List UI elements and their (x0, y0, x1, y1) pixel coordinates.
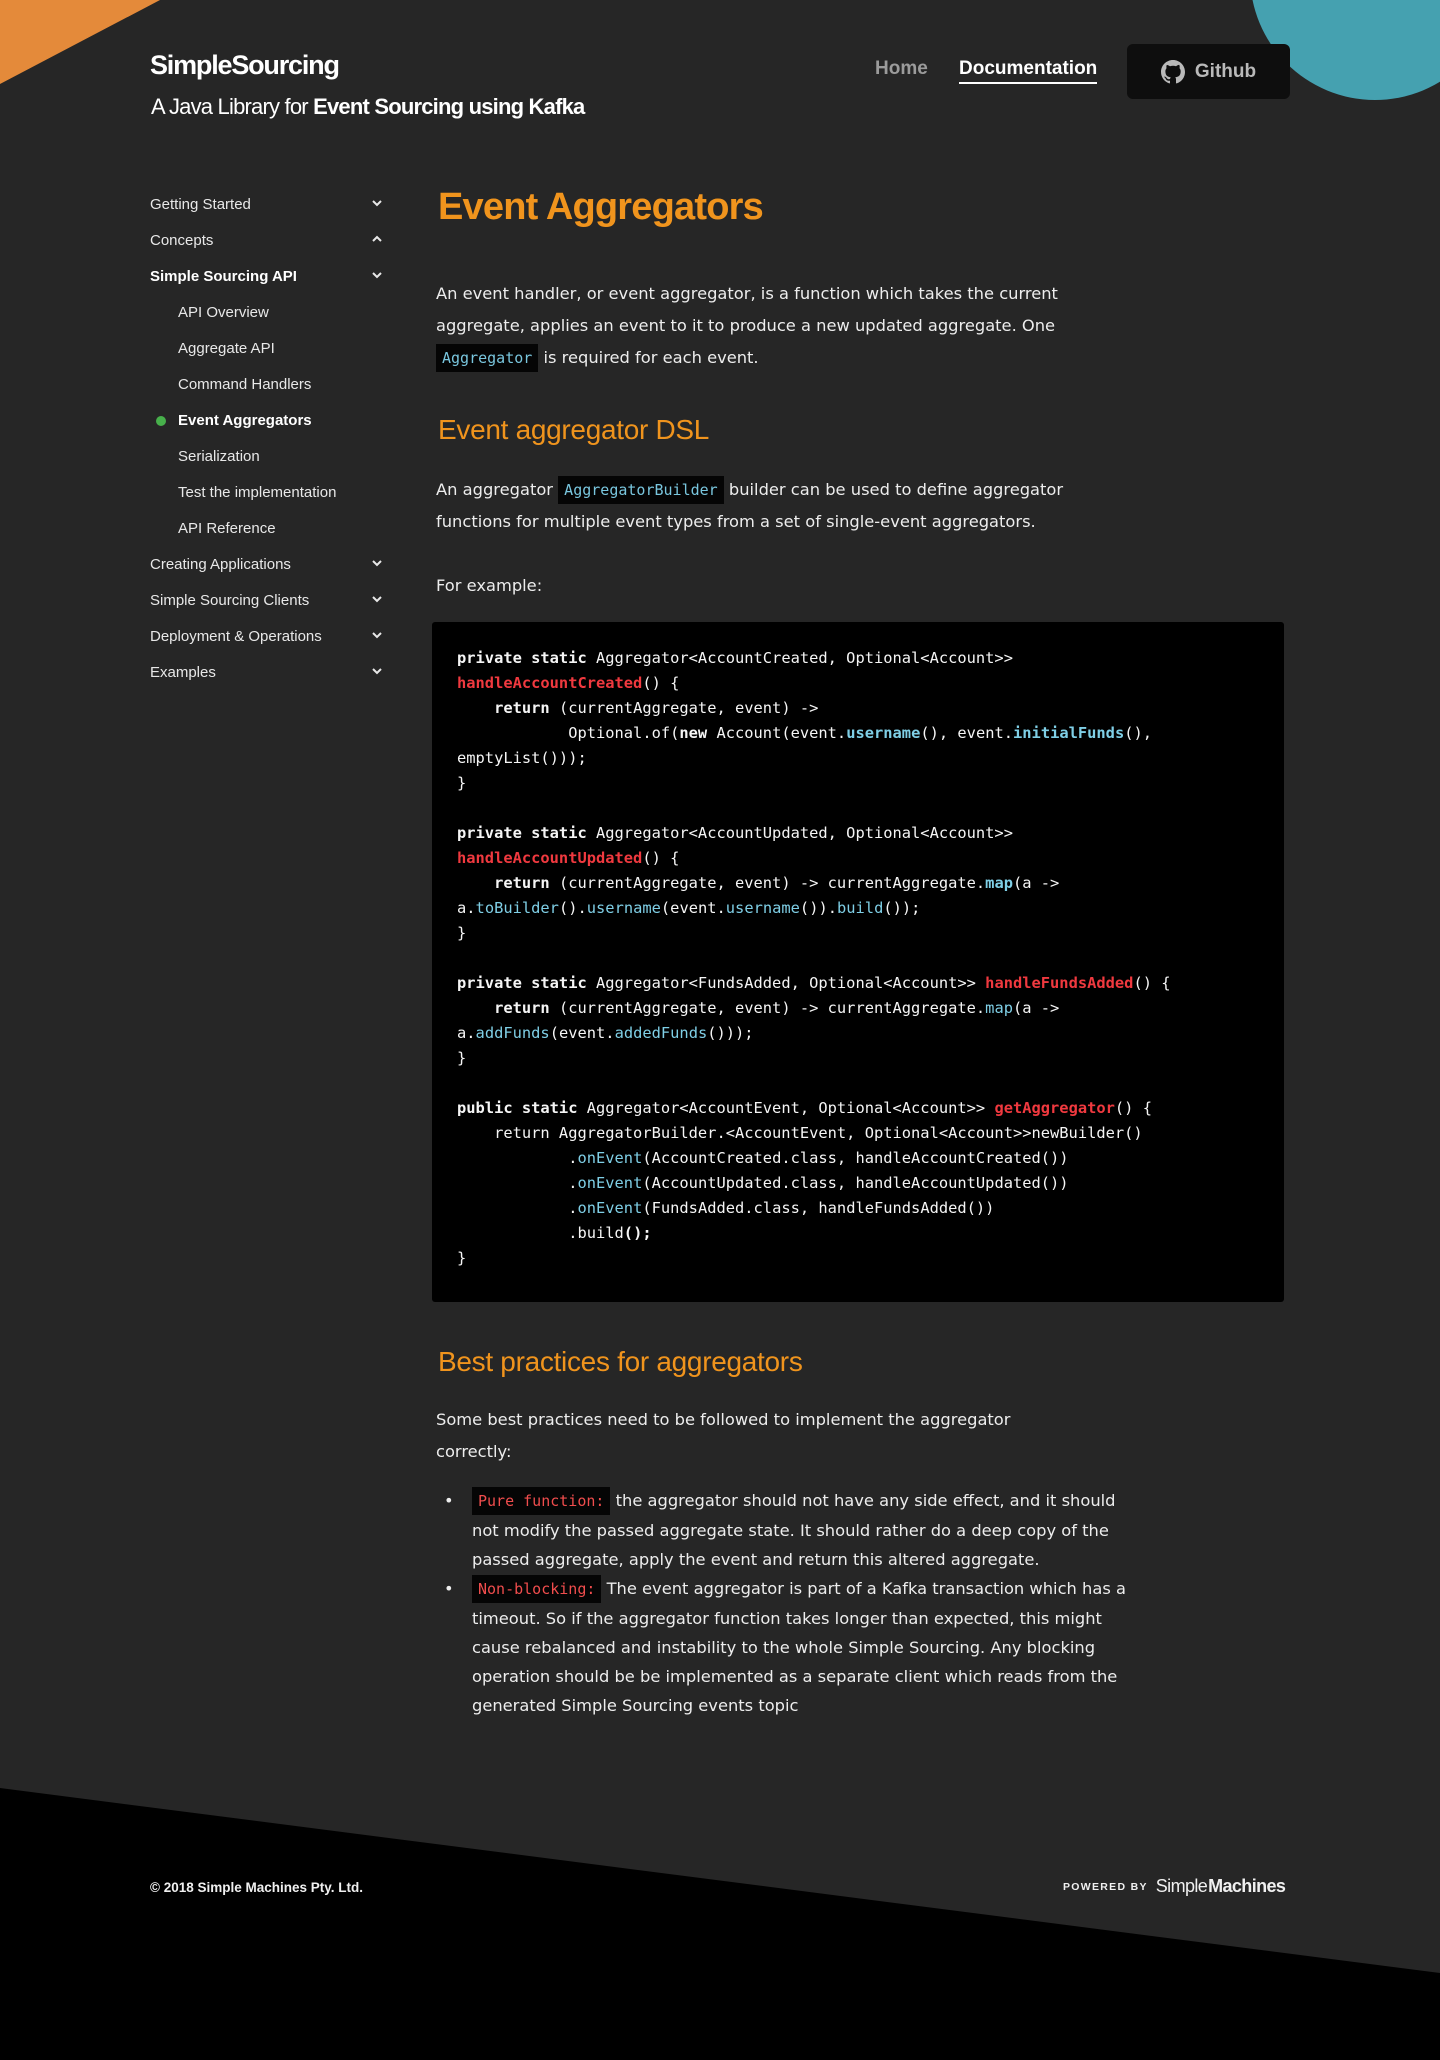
tag-non-blocking: Non-blocking: (472, 1575, 601, 1603)
intro-text: An event handler, or event aggregator, is a function which takes the current aggregate, applies an event to it to produce a new updated aggregate. One (436, 284, 1058, 335)
intro-paragraph (436, 278, 1116, 374)
sidebar-item-simple-sourcing-clients[interactable] (150, 582, 386, 618)
inline-code-aggregator: Aggregator (436, 344, 538, 372)
sidebar-item-label: Examples (150, 663, 216, 681)
sidebar-item-label: Getting Started (150, 195, 251, 213)
site-footer (0, 1788, 1440, 2060)
sidebar-item-label: Test the implementation (178, 483, 337, 501)
code-block[interactable] (432, 622, 1284, 1302)
example-label: For example: (436, 576, 543, 595)
brand-bold: Machines (1208, 1876, 1286, 1896)
list-item-text: The event aggregator is part of a Kafka transaction which has a timeout. So if the aggregator function takes longer than expected, this might cause rebalanced and instability to the whole Simple Sourcing. Any blocking operation should be be implemented as a separate client which reads from the generated Simple Sourcing events topic (472, 1579, 1126, 1715)
list-item (436, 1486, 1126, 1574)
tagline-prefix: A Java Library for (151, 94, 314, 119)
site-header (0, 0, 1440, 150)
site-logo[interactable]: SimpleSourcing (150, 50, 339, 80)
chevron-down-icon (370, 664, 384, 678)
sidebar-item-test-implementation[interactable] (150, 474, 386, 510)
simple-machines-logo (1156, 1876, 1286, 1897)
powered-by-link[interactable] (1063, 1876, 1285, 1897)
sidebar-item-label: Serialization (178, 447, 260, 465)
best-practices-intro: Some best practices need to be followed to implement the aggregator correctly: (436, 1410, 1011, 1461)
sidebar-item-label: Concepts (150, 231, 214, 249)
nav-home-link[interactable]: Home (875, 58, 928, 79)
docs-sidebar (150, 186, 386, 690)
chevron-down-icon (370, 556, 384, 570)
sidebar-item-serialization[interactable] (150, 438, 386, 474)
chevron-down-icon (370, 628, 384, 642)
chevron-up-icon (370, 232, 384, 246)
sidebar-item-label: API Reference (178, 519, 276, 537)
intro-text-end: is required for each event. (538, 348, 759, 367)
chevron-down-icon (370, 268, 384, 282)
sidebar-item-label: Creating Applications (150, 555, 291, 573)
sidebar-item-simple-sourcing-api[interactable] (150, 258, 386, 294)
tag-pure-function: Pure function: (472, 1487, 610, 1515)
section-heading-best-practices: Best practices for aggregators (438, 1346, 803, 1377)
active-dot-icon (156, 416, 166, 426)
sidebar-item-concepts[interactable] (150, 222, 386, 258)
sidebar-item-label: Simple Sourcing API (150, 267, 297, 285)
code-content: private static Aggregator<AccountCreated, Optional<Account>> handleAccountCreated() { return (currentAggregate, event) -> Optional.of(new Account(event.username(), event.initialFunds(), emptyList())); } private static Aggregator<AccountUpdated, Optional<Account>> handleAccountUpdated() { return (currentAggregate, event) -> currentAggregate.map(a -> a.toBuilder().username(event.username()).build()); } private static Aggregator<FundsAdded, Optional<Account>> handleFundsAdded() { return (currentAggregate, event) -> currentAggregate.map(a -> a.addFunds(event.addedFunds())); } public static Aggregator<AccountEvent, Optional<Account>> getAggregator() { return AggregatorBuilder.<AccountEvent, Optional<Account>>newBuilder() .onEvent(AccountCreated.class, handleAccountCreated()) .onEvent(AccountUpdated.class, handleAccountUpdated()) .onEvent(FundsAdded.class, handleFundsAdded()) .build(); } (457, 649, 1171, 1267)
site-tagline (151, 94, 584, 120)
footer-copyright: © 2018 Simple Machines Pty. Ltd. (150, 1880, 364, 1895)
github-button[interactable] (1127, 44, 1290, 99)
chevron-down-icon (370, 592, 384, 606)
sidebar-item-deployment-operations[interactable] (150, 618, 386, 654)
sidebar-item-label: Simple Sourcing Clients (150, 591, 310, 609)
list-item-text: the aggregator should not have any side effect, and it should not modify the passed aggregate state. It should rather do a deep copy of the passed aggregate, apply the event and return this altered aggregate. (472, 1491, 1116, 1569)
list-item (436, 1574, 1126, 1720)
github-icon (1161, 60, 1185, 84)
section-heading-dsl: Event aggregator DSL (438, 414, 710, 445)
sidebar-item-label: Aggregate API (178, 339, 275, 357)
sidebar-item-label: Event Aggregators (178, 411, 312, 429)
sidebar-item-api-overview[interactable] (150, 294, 386, 330)
dsl-paragraph (436, 474, 1116, 538)
sidebar-item-api-reference[interactable] (150, 510, 386, 546)
tagline-bold: Event Sourcing using Kafka (313, 94, 585, 119)
github-label: Github (1194, 60, 1257, 82)
sidebar-item-label: API Overview (178, 303, 269, 321)
sidebar-item-command-handlers[interactable] (150, 366, 386, 402)
inline-code-aggregator-builder: AggregatorBuilder (558, 476, 724, 504)
nav-documentation-link[interactable]: Documentation (959, 58, 1097, 84)
sidebar-item-getting-started[interactable] (150, 186, 386, 222)
sidebar-item-label: Command Handlers (178, 375, 312, 393)
best-practices-list (436, 1486, 1126, 1720)
sidebar-item-creating-applications[interactable] (150, 546, 386, 582)
sidebar-item-aggregate-api[interactable] (150, 330, 386, 366)
powered-by-label: POWERED BY (1063, 1880, 1148, 1893)
brand-light: Simple (1155, 1876, 1208, 1896)
sidebar-item-event-aggregators[interactable] (150, 402, 386, 438)
sidebar-item-label: Deployment & Operations (150, 627, 322, 645)
chevron-down-icon (370, 196, 384, 210)
page-title: Event Aggregators (438, 186, 763, 228)
sidebar-item-examples[interactable] (150, 654, 386, 690)
dsl-text: An aggregator (436, 480, 559, 499)
dsl-text-end: builder can be used to define aggregator functions for multiple event types from a set of single-event aggregators. (436, 480, 1064, 531)
